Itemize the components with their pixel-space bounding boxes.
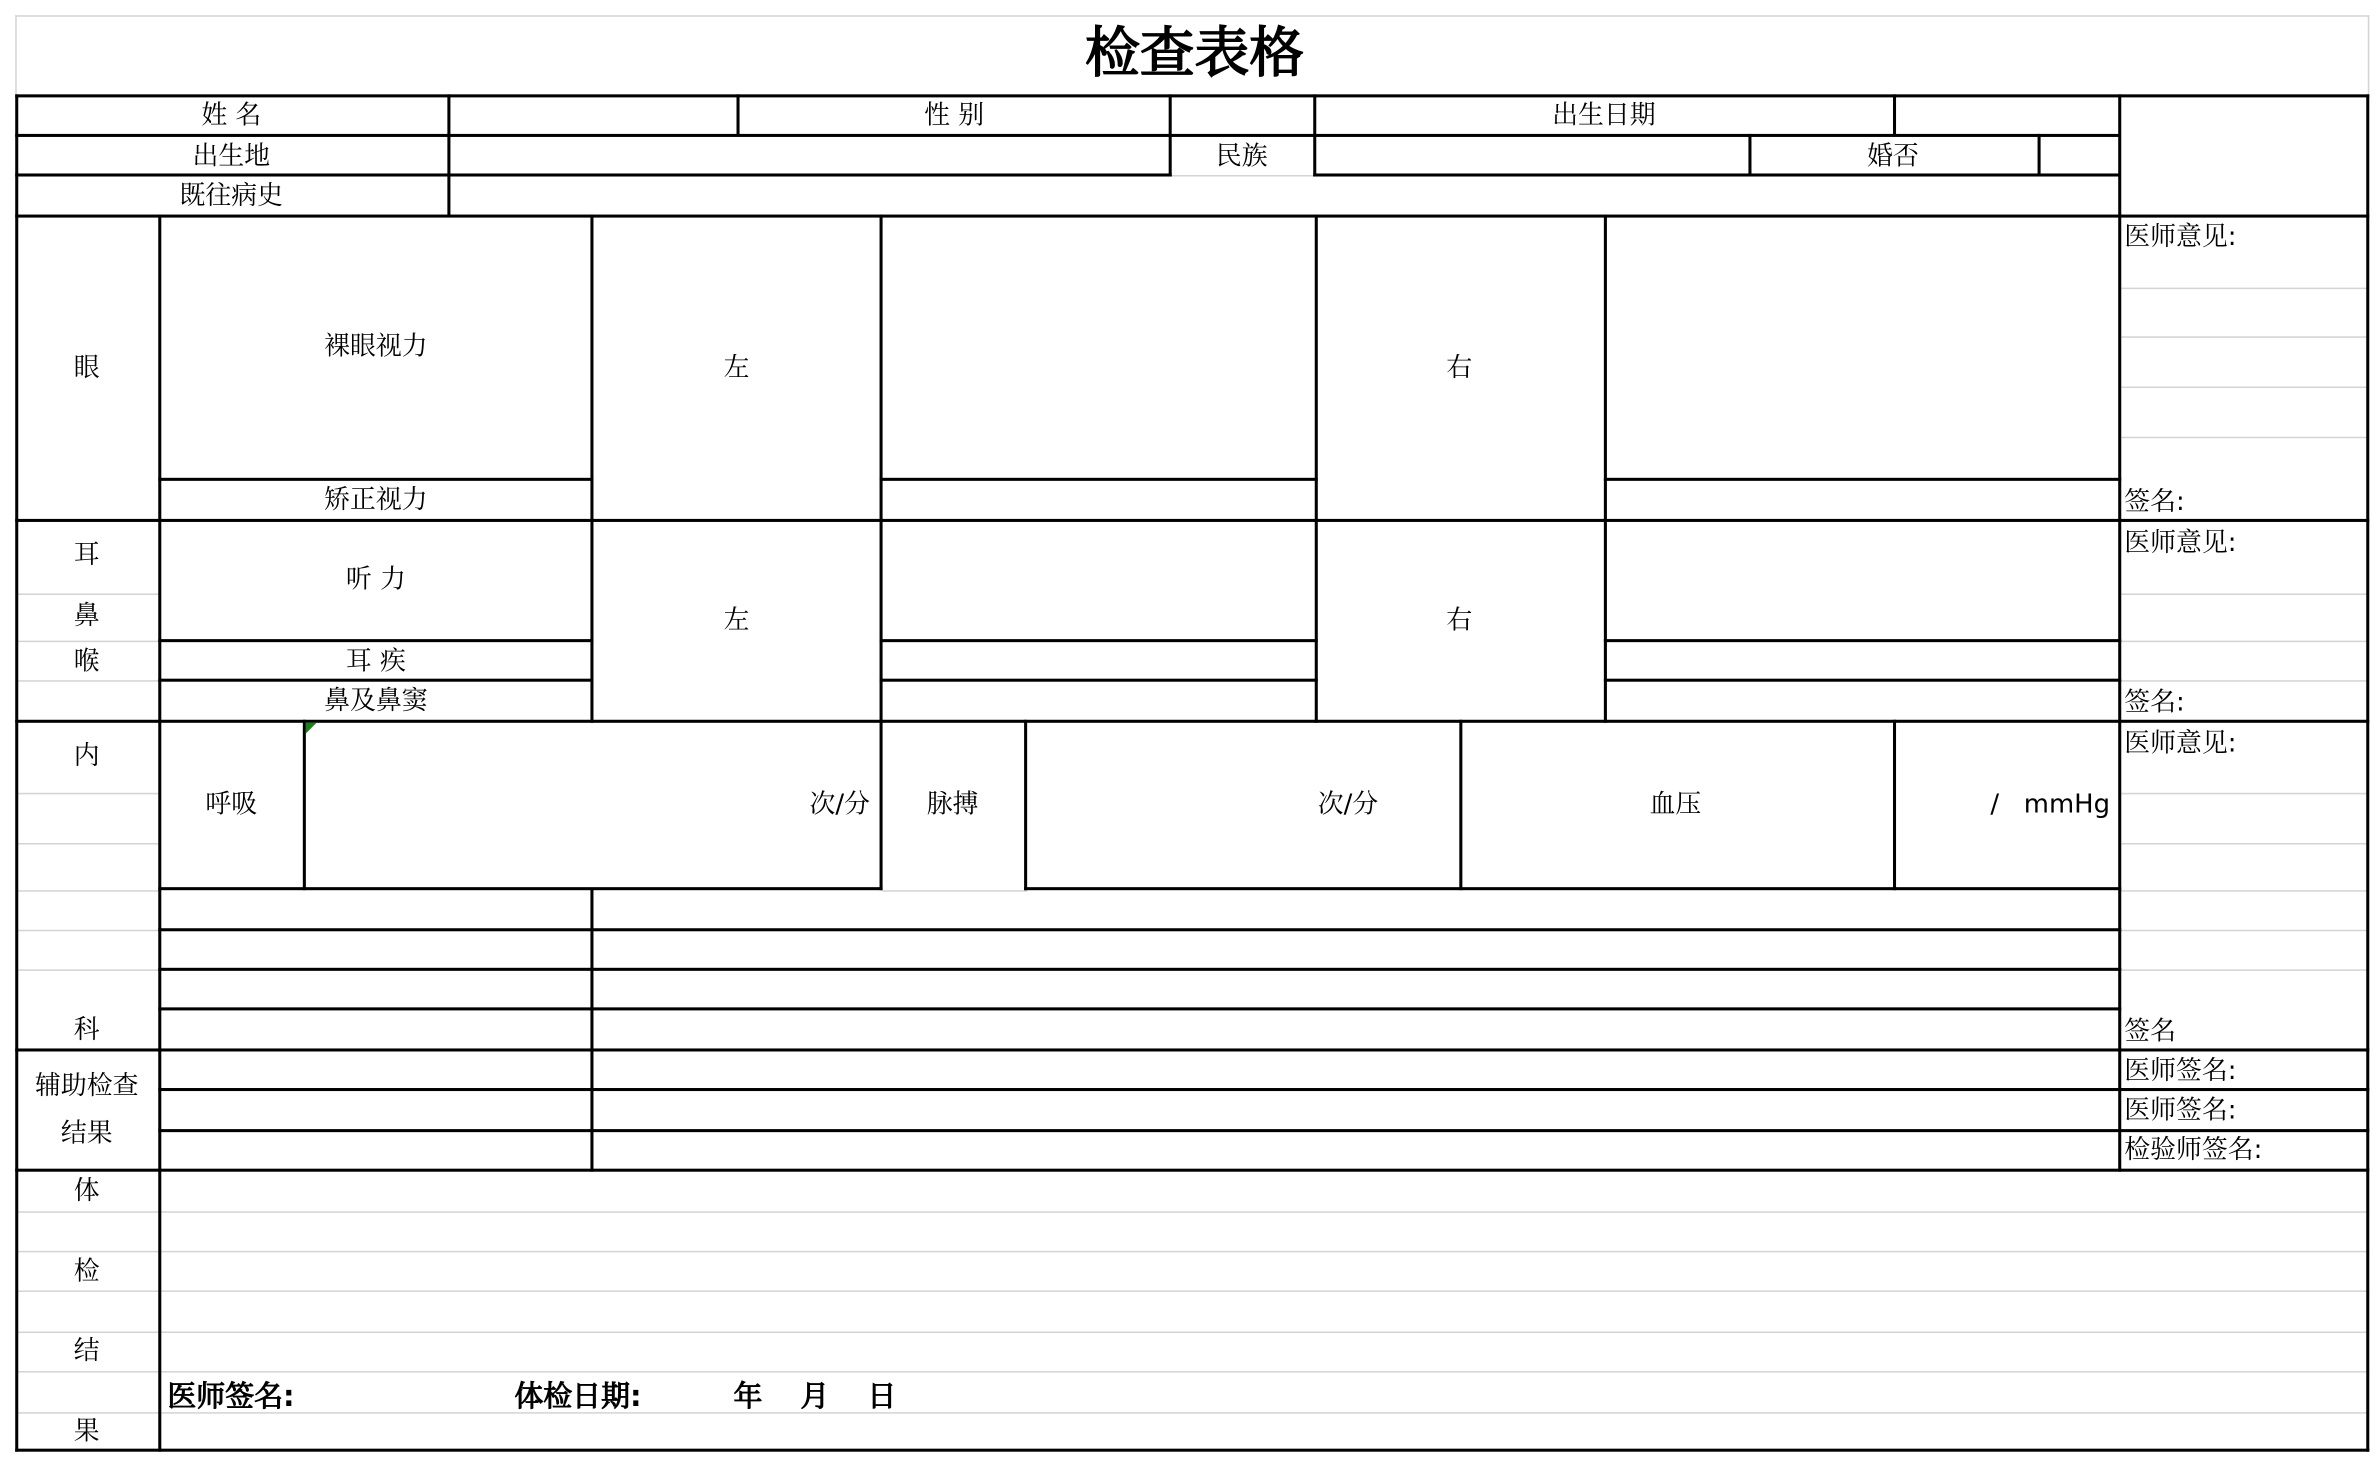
exam-date-year: 年 [733,1380,763,1413]
border-line [158,215,161,521]
gridline [2121,890,2368,892]
border-line [1604,679,2121,682]
hearing-label: 听 力 [345,564,406,595]
border-line [880,639,1318,642]
gridline [2121,680,2368,682]
border-line [1604,478,2121,481]
name-label: 姓 名 [201,100,262,131]
border-line [880,720,883,890]
result-section-char-1: 体 [73,1176,100,1207]
border-line [590,215,593,521]
border-line [737,94,740,135]
border-line [1893,720,1896,890]
gridline [2121,336,2368,338]
gridline [17,680,160,682]
border-line [2118,519,2121,723]
border-line [880,519,883,723]
border-line [1748,134,1751,177]
internal-section-char-1: 内 [73,741,100,772]
aux-exam-label-line2: 结果 [60,1118,113,1149]
gridline [2368,15,2370,94]
result-doctor-signature-label: 医师签名: [167,1380,295,1413]
gridline [17,890,160,892]
result-signature-row [158,1370,1071,1413]
border-line [15,94,2369,97]
ent-section-char-throat: 喉 [73,646,100,678]
naked-vision-label: 裸眼视力 [324,331,428,363]
border-line [880,215,883,521]
exam-date-label: 体检日期: [514,1380,642,1413]
gridline [17,1331,2370,1333]
exam-date-day: 日 [867,1380,897,1413]
border-line [158,928,2121,931]
border-line [1169,94,1172,176]
ent-left-label: 左 [723,605,750,637]
ent-right-label: 右 [1446,605,1473,637]
border-line [15,134,2120,137]
border-line [447,94,450,216]
border-line [2118,1048,2121,1171]
form-title: 检查表格 [1084,22,1305,86]
gridline [17,793,160,795]
gender-label: 性 别 [924,100,985,131]
gridline [15,15,2369,17]
gridline [2121,288,2368,290]
comment-marker-icon [306,723,317,734]
gridline [2121,843,2368,845]
border-line [158,1088,2369,1091]
border-line [158,1007,2121,1010]
gridline [2121,593,2368,595]
border-line [880,478,1318,481]
border-line [1313,94,1316,176]
border-line [158,968,2121,971]
border-line [1459,720,1462,890]
border-line [1604,519,1607,723]
border-line [1604,215,1607,521]
blood-pressure-label: 血压 [1649,789,1702,821]
pulse-label: 脉搏 [926,789,979,821]
border-line [2118,215,2121,521]
birthplace-label: 出生地 [192,141,271,172]
border-line [1315,215,1318,521]
gridline [17,1412,2370,1414]
gridline [2121,387,2368,389]
border-line [2038,134,2041,177]
gridline [2121,969,2368,971]
birthdate-label: 出生日期 [1552,100,1656,131]
border-line [158,1129,2369,1132]
border-line [880,679,1318,682]
result-section-char-3: 结 [73,1336,100,1367]
border-line [2118,720,2121,1052]
border-line [590,1048,593,1171]
gridline [17,969,160,971]
gridline [17,641,160,643]
ethnicity-label: 民族 [1215,141,1268,172]
border-line [158,720,161,1052]
breath-label: 呼吸 [205,789,258,821]
border-line [1315,519,1318,723]
border-line [1893,94,1896,135]
border-line [590,519,593,723]
marital-status-label: 婚否 [1867,141,1919,172]
eye-section-label: 眼 [73,353,100,384]
gridline [17,1251,2370,1253]
result-section-char-4: 果 [73,1416,100,1448]
gridline [2121,437,2368,439]
result-section-char-2: 检 [73,1256,100,1288]
blood-pressure-unit-label: / mmHg [1990,789,2111,821]
gridline [2121,641,2368,643]
ear-disease-label: 耳 疾 [345,646,406,678]
exam-date-month: 月 [800,1380,830,1413]
border-line [1604,639,2121,642]
aux-exam-label-line1: 辅助检查 [34,1071,139,1102]
ent-section-char-nose: 鼻 [73,601,100,632]
internal-doctor-opinion-label: 医师意见: [2124,728,2237,760]
border-right [2366,94,2369,1451]
border-line [1024,887,2121,890]
gridline [17,930,160,932]
border-line [158,519,161,723]
gridline [2121,793,2368,795]
border-line [1024,720,1027,890]
ent-section-char-ear: 耳 [73,540,100,571]
aux-doctor-signature-2: 医师签名: [2124,1095,2237,1127]
eye-right-label: 右 [1446,353,1473,384]
aux-lab-technician-signature: 检验师签名: [2124,1135,2263,1166]
gridline [1172,175,1315,177]
eye-signature-label: 签名: [2124,486,2185,518]
corrected-vision-label: 矫正视力 [324,485,428,516]
border-line [158,887,882,890]
medical-history-label: 既往病史 [179,181,284,212]
gridline [17,1211,2370,1213]
border-line [158,1048,161,1171]
internal-section-char-2: 科 [73,1014,100,1046]
breath-unit-label: 次/分 [809,789,871,821]
border-line [303,720,306,890]
border-line [158,478,593,481]
ent-doctor-opinion-label: 医师意见: [2124,528,2237,559]
aux-doctor-signature-1: 医师签名: [2124,1056,2237,1087]
border-line [1313,173,2120,176]
border-line [15,1048,2369,1051]
eye-doctor-opinion-label: 医师意见: [2124,222,2237,253]
border-line [158,639,593,642]
eye-left-label: 左 [723,353,750,384]
border-line [2118,94,2121,216]
ent-signature-label: 签名: [2124,687,2185,719]
gridline [15,15,17,94]
border-line [15,1169,2369,1172]
border-line [158,679,593,682]
internal-signature-label: 签名 [2124,1016,2177,1047]
gridline [883,890,1028,892]
border-line [15,720,2369,723]
pulse-unit-label: 次/分 [1317,789,1379,821]
border-line [15,215,2369,218]
border-line [15,519,2369,522]
gridline [17,1290,2370,1292]
gridline [17,843,160,845]
nose-sinus-label: 鼻及鼻窦 [324,686,428,717]
border-left [15,94,18,1451]
border-line [15,1449,2369,1452]
gridline [17,593,160,595]
border-line [15,173,1171,176]
gridline [2121,930,2368,932]
